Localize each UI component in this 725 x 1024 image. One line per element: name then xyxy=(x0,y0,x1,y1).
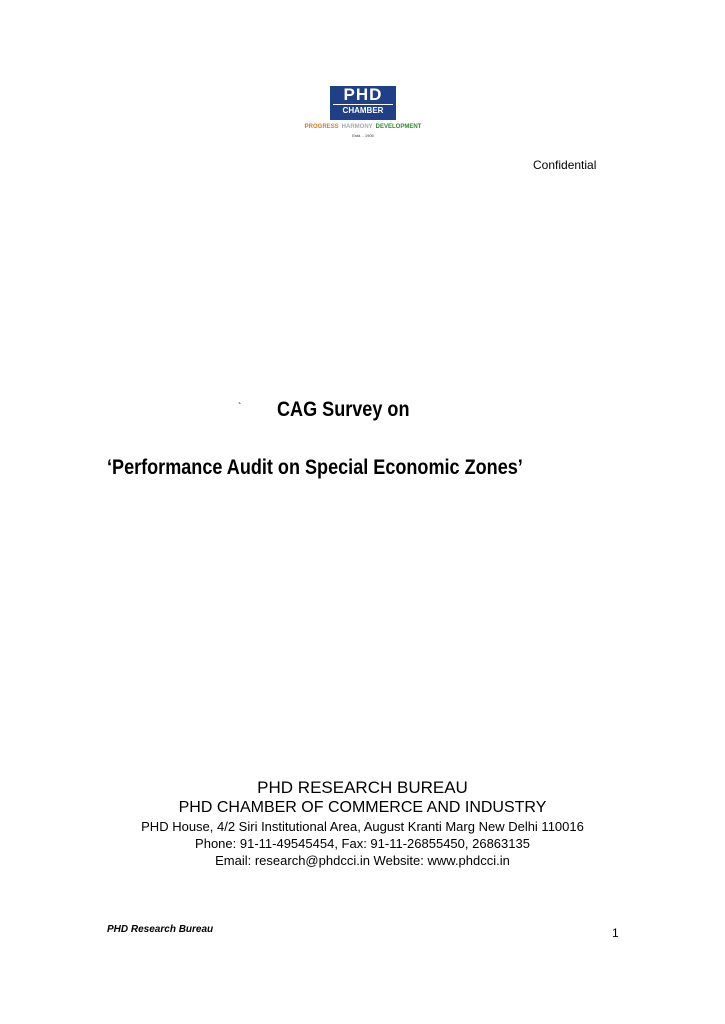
logo-tagline xyxy=(297,124,429,130)
logo-tagline-progress: PROGRESS xyxy=(304,124,339,130)
logo-tagline-development: DEVELOPMENT xyxy=(375,124,422,130)
confidential-label: Confidential xyxy=(533,158,597,172)
page-number: 1 xyxy=(612,926,619,940)
logo-name: PHD xyxy=(343,85,383,104)
logo-tagline-harmony: HARMONY xyxy=(341,124,373,130)
title-line-2: ‘Performance Audit on Special Economic Zones’ xyxy=(107,456,523,479)
contact-chamber: PHD CHAMBER OF COMMERCE AND INDUSTRY xyxy=(178,799,547,816)
logo-estd: Estd. - 1905 xyxy=(352,133,374,138)
logo-box xyxy=(330,86,396,120)
contact-email: Email: research@phdcci.in Website: www.phdcci.in xyxy=(215,853,510,868)
stray-mark: ` xyxy=(238,402,242,413)
logo-sub: CHAMBER xyxy=(333,104,393,116)
footer-bureau: PHD Research Bureau xyxy=(107,924,214,935)
title-line-1: CAG Survey on xyxy=(277,398,410,421)
contact-address: PHD House, 4/2 Siri Institutional Area, August Kranti Marg New Delhi 110016 xyxy=(141,819,584,834)
contact-phone: Phone: 91-11-49545454, Fax: 91-11-26855450, 26863135 xyxy=(195,836,530,851)
phd-chamber-logo xyxy=(297,84,429,140)
contact-block xyxy=(0,778,725,869)
contact-bureau: PHD RESEARCH BUREAU xyxy=(257,778,468,797)
